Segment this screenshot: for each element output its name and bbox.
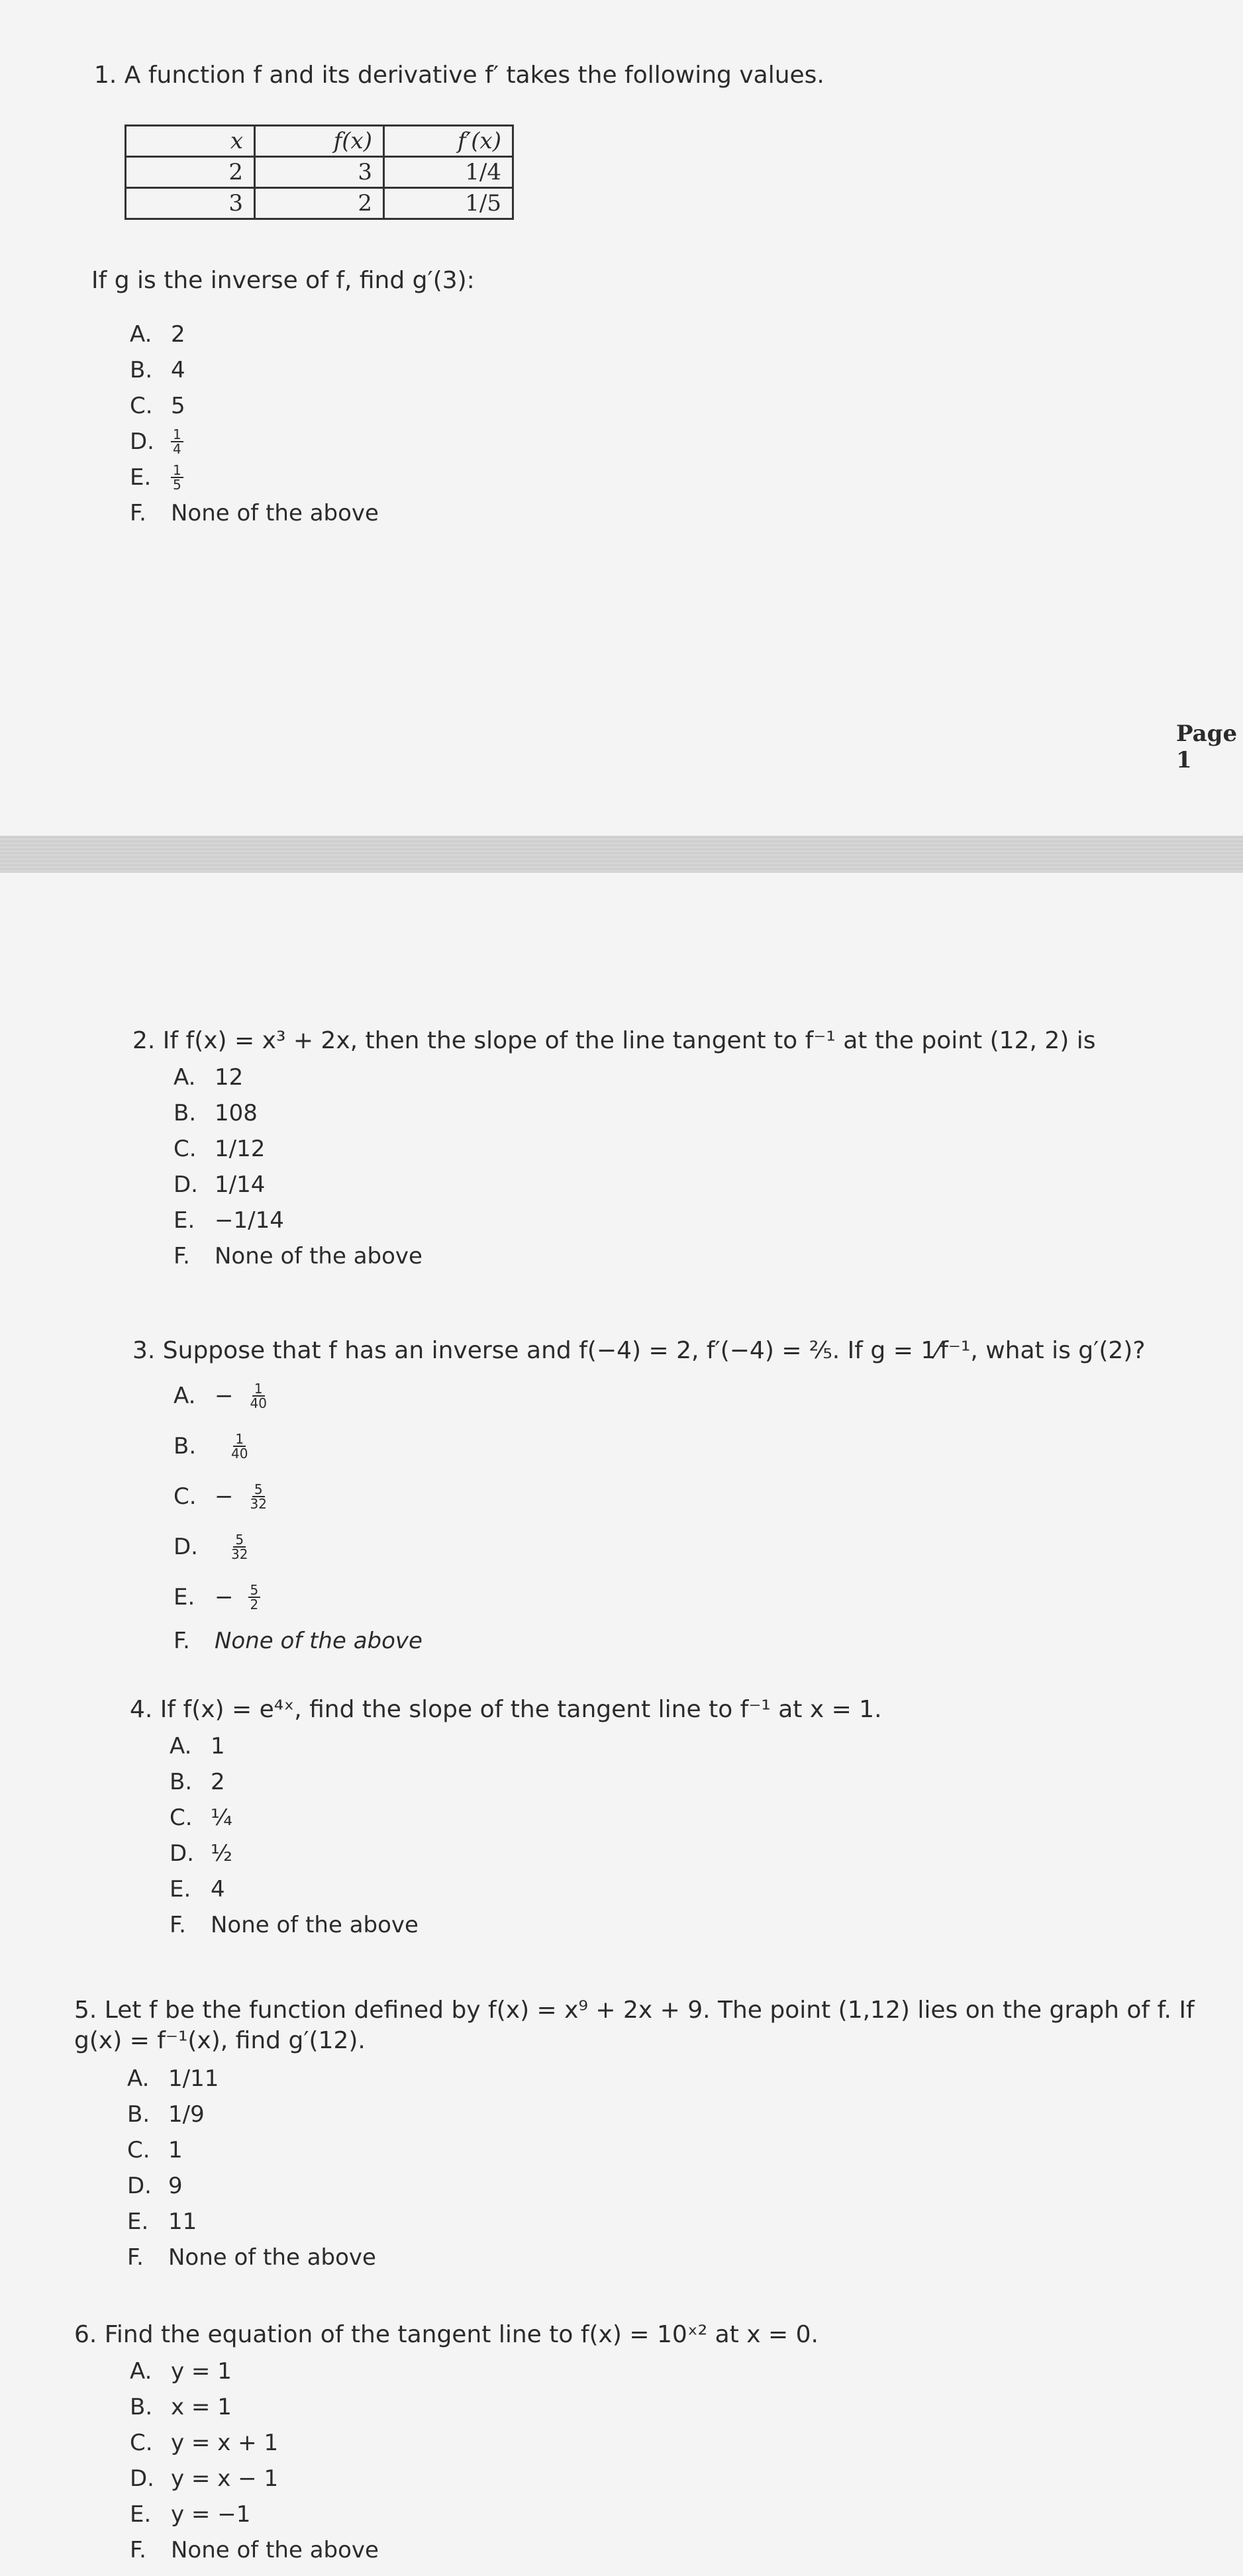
question-2-text: 2. If f(x) = x³ + 2x, then the slope of the line tangent to f⁻¹ at the point (12, 2) is — [132, 1027, 1096, 1054]
question-1-text: 1. A function f and its derivative f′ takes the following values. — [94, 62, 824, 89]
choice-text: 1 — [211, 1733, 225, 1759]
choice-c[interactable] — [174, 1131, 423, 1167]
choice-e[interactable] — [174, 1572, 423, 1622]
question-1-choices — [130, 317, 379, 531]
choice-label: D. — [170, 1840, 194, 1867]
choice-text: None of the above — [168, 2244, 376, 2271]
numerator: 1 — [252, 1382, 265, 1397]
numerator: 5 — [233, 1533, 246, 1548]
fraction — [248, 1483, 269, 1511]
denominator: 40 — [231, 1446, 248, 1461]
question-4-choices — [170, 1728, 419, 1943]
table-header-row — [126, 126, 513, 157]
choice-label: F. — [130, 500, 146, 526]
question-5-choices — [127, 2061, 376, 2275]
choice-text: ¼ — [211, 1805, 232, 1831]
choice-text: 5 — [171, 393, 185, 419]
choice-label: B. — [174, 1433, 197, 1460]
page-number: Page 1 — [1176, 720, 1238, 773]
choice-label: F. — [170, 1912, 186, 1938]
fraction — [229, 1432, 250, 1460]
table-header: f′(x) — [384, 126, 513, 157]
choice-f[interactable] — [174, 1622, 423, 1660]
fraction — [171, 428, 183, 456]
minus-sign: − — [215, 1383, 234, 1409]
table-cell: 3 — [126, 188, 255, 219]
question-6-text: 6. Find the equation of the tangent line to f(x) = 10ˣ² at x = 0. — [74, 2321, 819, 2348]
choice-a[interactable] — [130, 317, 379, 352]
choice-text: 1 — [168, 2137, 183, 2163]
choice-label: C. — [174, 1136, 197, 1162]
choice-text: 9 — [168, 2173, 183, 2199]
choice-a[interactable] — [130, 2353, 379, 2389]
choice-f[interactable] — [170, 1907, 419, 1943]
choice-text: 1/11 — [168, 2065, 219, 2092]
choice-label: F. — [174, 1628, 190, 1654]
page-separator — [0, 836, 1243, 873]
choice-c[interactable] — [170, 1800, 419, 1836]
page-2 — [0, 873, 1243, 2576]
choice-label: E. — [127, 2208, 149, 2235]
question-3-choices — [174, 1371, 423, 1660]
question-2-choices — [174, 1060, 423, 1274]
denominator: 32 — [231, 1546, 248, 1562]
choice-label: E. — [174, 1207, 195, 1234]
choice-text: None of the above — [215, 1243, 423, 1269]
choice-text: 2 — [211, 1769, 225, 1795]
question-4-text: 4. If f(x) = e⁴ˣ, find the slope of the tangent line to f⁻¹ at x = 1. — [130, 1696, 882, 1723]
choice-label: E. — [170, 1876, 191, 1903]
choice-label: F. — [130, 2537, 146, 2563]
minus-sign: − — [215, 1483, 234, 1510]
choice-f[interactable] — [127, 2240, 376, 2275]
choice-label: E. — [174, 1584, 195, 1610]
table-cell: 1/4 — [384, 157, 513, 188]
table-header: f(x) — [255, 126, 384, 157]
choice-d[interactable] — [130, 424, 379, 460]
choice-text: 108 — [215, 1100, 258, 1126]
choice-a[interactable] — [170, 1728, 419, 1764]
choice-label: E. — [130, 464, 152, 491]
choice-f[interactable] — [174, 1238, 423, 1274]
denominator: 4 — [173, 441, 181, 457]
choice-label: D. — [174, 1534, 198, 1560]
choice-c[interactable] — [174, 1471, 423, 1522]
choice-b[interactable] — [130, 2389, 379, 2425]
numerator: 1 — [171, 464, 183, 478]
choice-label: C. — [174, 1483, 197, 1510]
table-cell: 1/5 — [384, 188, 513, 219]
numerator: 5 — [252, 1483, 265, 1497]
choice-e[interactable] — [130, 2497, 379, 2532]
choice-c[interactable] — [130, 388, 379, 424]
denominator: 32 — [250, 1496, 267, 1512]
choice-b[interactable] — [130, 352, 379, 388]
choice-e[interactable] — [174, 1203, 423, 1238]
question-5-text-line-1: 5. Let f be the function defined by f(x) = x⁹ + 2x + 9. The point (1,12) lies on the graph of f. If — [74, 1997, 1195, 2024]
fraction — [248, 1382, 269, 1410]
choice-c[interactable] — [127, 2132, 376, 2168]
choice-label: A. — [174, 1383, 196, 1409]
choice-label: B. — [170, 1769, 193, 1795]
choice-label: D. — [127, 2173, 152, 2199]
choice-label: C. — [127, 2137, 150, 2163]
fraction — [248, 1583, 261, 1611]
choice-text: y = x + 1 — [171, 2430, 279, 2456]
choice-text: 11 — [168, 2208, 197, 2235]
table-cell: 3 — [255, 157, 384, 188]
choice-text: 12 — [215, 1064, 244, 1091]
table-row — [126, 157, 513, 188]
choice-d[interactable] — [174, 1522, 423, 1572]
choice-label: A. — [170, 1733, 192, 1759]
numerator: 5 — [248, 1583, 261, 1598]
choice-label: A. — [127, 2065, 150, 2092]
choice-label: E. — [130, 2501, 152, 2528]
choice-label: A. — [130, 2358, 152, 2385]
choice-text: None of the above — [215, 1628, 423, 1654]
choice-b[interactable] — [170, 1764, 419, 1800]
choice-text: y = −1 — [171, 2501, 251, 2528]
question-3-text: 3. Suppose that f has an inverse and f(−4) = 2, f′(−4) = ²⁄₅. If g = 1⁄f⁻¹, what is g′(2)? — [132, 1337, 1146, 1364]
question-1-prompt: If g is the inverse of f, find g′(3): — [91, 267, 475, 294]
denominator: 2 — [250, 1597, 259, 1612]
choice-text: 1/14 — [215, 1171, 266, 1198]
choice-label: D. — [130, 428, 154, 455]
denominator: 40 — [250, 1395, 267, 1411]
choice-e[interactable] — [170, 1871, 419, 1907]
fraction — [229, 1533, 250, 1561]
choice-label: F. — [174, 1243, 190, 1269]
choice-f[interactable] — [130, 2532, 379, 2568]
fraction — [171, 464, 183, 491]
choice-a[interactable] — [127, 2061, 376, 2097]
choice-d[interactable] — [170, 1836, 419, 1871]
choice-label: C. — [130, 393, 153, 419]
values-table — [124, 124, 514, 220]
table-cell: 2 — [126, 157, 255, 188]
minus-sign: − — [215, 1584, 234, 1610]
choice-label: D. — [130, 2465, 154, 2492]
choice-label: A. — [130, 321, 152, 348]
numerator: 1 — [171, 428, 183, 442]
choice-b[interactable] — [174, 1095, 423, 1131]
choice-text: 2 — [171, 321, 185, 348]
choice-text: y = x − 1 — [171, 2465, 279, 2492]
denominator: 5 — [173, 477, 181, 493]
numerator: 1 — [233, 1432, 246, 1447]
choice-a[interactable] — [174, 1060, 423, 1095]
choice-b[interactable] — [127, 2097, 376, 2132]
choice-a[interactable] — [174, 1371, 423, 1421]
choice-text: 1/9 — [168, 2101, 205, 2128]
choice-d[interactable] — [130, 2461, 379, 2497]
choice-label: B. — [174, 1100, 197, 1126]
choice-text: 4 — [211, 1876, 225, 1903]
choice-e[interactable] — [130, 460, 379, 495]
choice-label: F. — [127, 2244, 144, 2271]
choice-text: ½ — [211, 1840, 232, 1867]
table-row — [126, 188, 513, 219]
table-cell: 2 — [255, 188, 384, 219]
choice-label: C. — [130, 2430, 153, 2456]
choice-text: None of the above — [171, 500, 379, 526]
choice-text: x = 1 — [171, 2394, 232, 2420]
question-5-text-line-2: g(x) = f⁻¹(x), find g′(12). — [74, 2027, 366, 2054]
choice-text: 1/12 — [215, 1136, 266, 1162]
choice-b[interactable] — [174, 1421, 423, 1471]
choice-label: A. — [174, 1064, 196, 1091]
choice-text: −1/14 — [215, 1207, 284, 1234]
choice-d[interactable] — [174, 1167, 423, 1203]
choice-label: D. — [174, 1171, 198, 1198]
choice-text: None of the above — [171, 2537, 379, 2563]
choice-e[interactable] — [127, 2204, 376, 2240]
choice-label: B. — [127, 2101, 150, 2128]
table-header: x — [126, 126, 255, 157]
choice-text: 4 — [171, 357, 185, 383]
choice-label: C. — [170, 1805, 193, 1831]
question-6-choices — [130, 2353, 379, 2568]
choice-label: B. — [130, 2394, 153, 2420]
page-1 — [0, 0, 1243, 836]
choice-f[interactable] — [130, 495, 379, 531]
choice-d[interactable] — [127, 2168, 376, 2204]
choice-text: None of the above — [211, 1912, 419, 1938]
choice-text: y = 1 — [171, 2358, 232, 2385]
choice-label: B. — [130, 357, 153, 383]
choice-c[interactable] — [130, 2425, 379, 2461]
